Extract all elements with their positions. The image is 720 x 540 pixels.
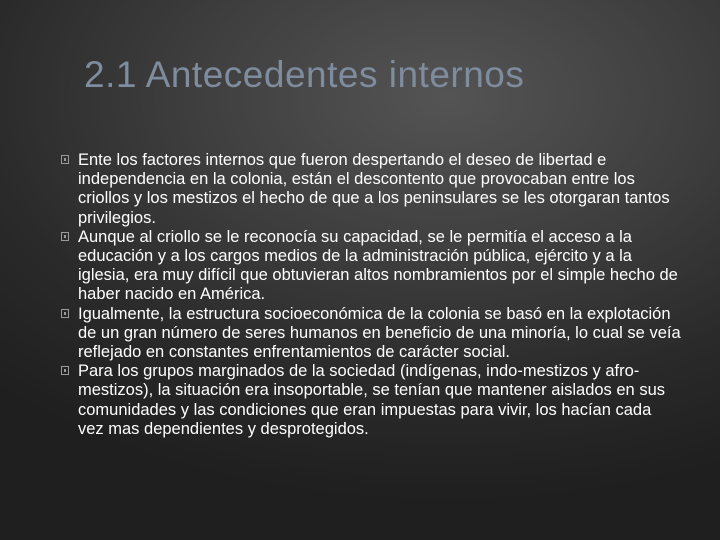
slide-title: 2.1 Antecedentes internos — [84, 54, 525, 95]
square-bullet-icon — [61, 232, 69, 241]
bullet-text: Aunque al criollo se le reconocía su capacidad, se le permitía el acceso a la educación y a los cargos medios de la administración pública, ejército y a la iglesia, era muy difícil que obtuvieran altos nombramientos por el simple hecho de haber nacido en América. — [78, 227, 678, 304]
bullet-item — [61, 305, 681, 363]
bullet-item — [61, 228, 681, 305]
square-bullet-icon — [61, 366, 69, 375]
bullet-text: Para los grupos marginados de la sociedad (indígenas, indo-mestizos y afro-mestizos), la situación era insoportable, se tenían que mantener aislados en sus comunidades y las condiciones que eran impuestas para vivir, los hacían cada vez mas dependientes y desprotegidos. — [78, 362, 665, 438]
square-bullet-icon — [61, 155, 69, 164]
bullet-item — [61, 362, 681, 439]
bullet-list — [61, 151, 681, 439]
bullet-item — [61, 151, 681, 228]
bullet-text: Ente los factores internos que fueron despertando el deseo de libertad e independencia en la colonia, están el descontento que provocaban entre los criollos y los mestizos el hecho de que a los peninsulares se les otorgaran tantos privilegios. — [78, 151, 670, 227]
bullet-text: Igualmente, la estructura socioeconómica de la colonia se basó en la explotación de un gran número de seres humanos en beneficio de una minoría, lo cual se veía reflejado en constantes enfrentamientos de carácter social. — [78, 304, 681, 362]
square-bullet-icon — [61, 309, 69, 318]
